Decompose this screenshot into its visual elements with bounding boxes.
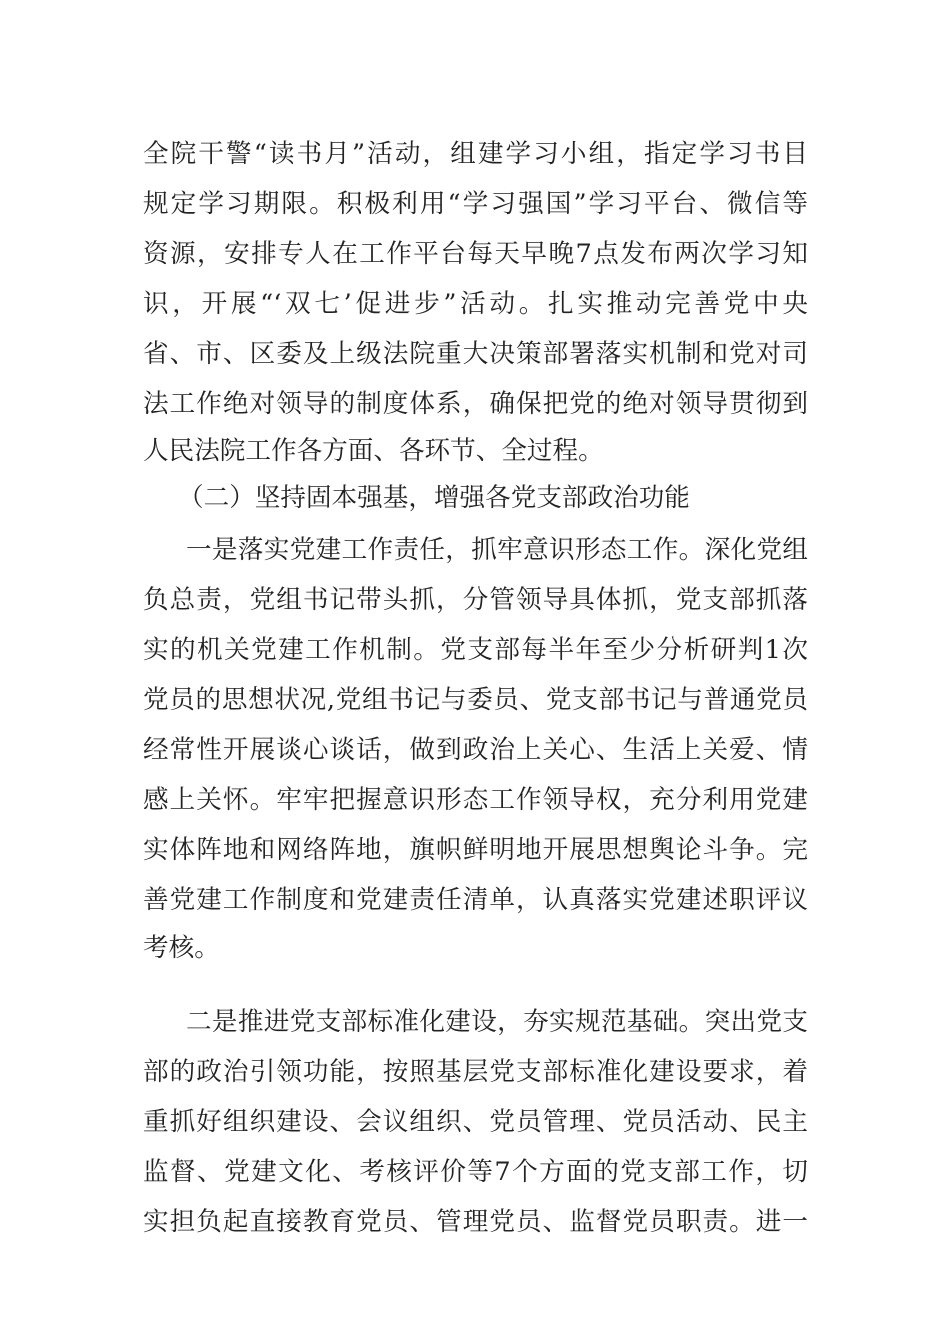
text-line: 监督、党建文化、考核评价等7个方面的党支部工作，切	[143, 1157, 808, 1187]
text-line: 法工作绝对领导的制度体系，确保把党的绝对领导贯彻到	[143, 389, 808, 419]
text-line: 规定学习期限。积极利用“学习强国”学习平台、微信等	[143, 189, 808, 219]
text-line: 实担负起直接教育党员、管理党员、监督党员职责。进一	[143, 1207, 808, 1237]
text-line: 部的政治引领功能，按照基层党支部标准化建设要求，着	[143, 1057, 808, 1087]
text-line: 实的机关党建工作机制。党支部每半年至少分析研判1次	[143, 635, 808, 665]
text-line: 感上关怀。牢牢把握意识形态工作领导权，充分利用党建	[143, 785, 808, 815]
section-heading: （二）坚持固本强基，增强各党支部政治功能	[178, 483, 690, 513]
text-line: 重抓好组织建设、会议组织、党员管理、党员活动、民主	[143, 1107, 808, 1137]
text-line: 实体阵地和网络阵地，旗帜鲜明地开展思想舆论斗争。完	[143, 835, 808, 865]
text-line: 负总责，党组书记带头抓，分管领导具体抓，党支部抓落	[143, 585, 808, 615]
text-line: 识，开展“‘双七’促进步”活动。扎实推动完善党中央	[143, 289, 808, 319]
text-line: 二是推进党支部标准化建设，夯实规范基础。突出党支	[186, 1007, 808, 1037]
text-line: 一是落实党建工作责任，抓牢意识形态工作。深化党组	[186, 535, 808, 565]
text-line: 党员的思想状况,党组书记与委员、党支部书记与普通党员	[143, 685, 808, 715]
text-line: 全院干警“读书月”活动，组建学习小组，指定学习书目	[143, 139, 808, 169]
text-line: 人民法院工作各方面、各环节、全过程。	[143, 436, 604, 466]
text-line: 经常性开展谈心谈话，做到政治上关心、生活上关爱、情	[143, 735, 808, 765]
text-line: 考核。	[143, 933, 220, 963]
text-line: 资源，安排专人在工作平台每天早晚7点发布两次学习知	[143, 239, 808, 269]
text-line: 省、市、区委及上级法院重大决策部署落实机制和党对司	[143, 339, 808, 369]
text-line: 善党建工作制度和党建责任清单，认真落实党建述职评议	[143, 885, 808, 915]
